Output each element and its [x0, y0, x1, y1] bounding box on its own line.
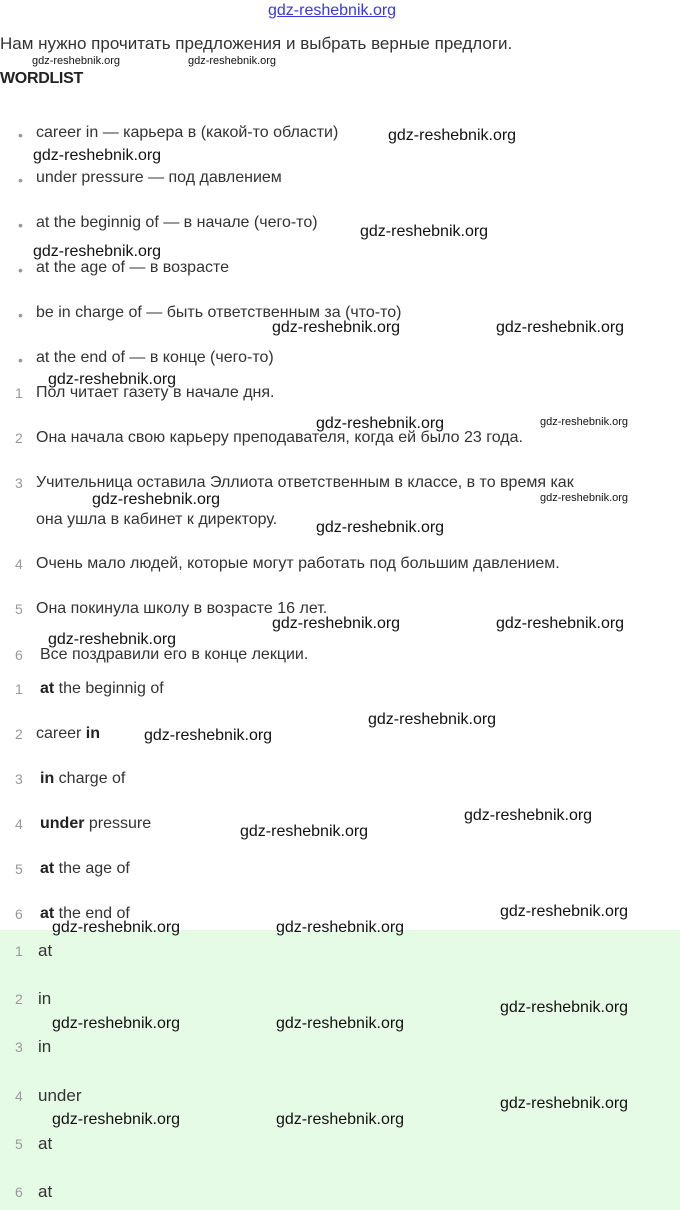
watermark: gdz-reshebnik.org: [316, 415, 445, 432]
answer-number: 5: [15, 861, 23, 877]
answer-preposition: in: [40, 770, 55, 787]
wordlist-item: at the age of — в возрасте: [36, 259, 230, 276]
wordlist-title: WORDLIST: [0, 70, 83, 87]
short-answer: in: [38, 1037, 52, 1056]
short-answer-number: 5: [15, 1136, 23, 1152]
bullet-icon: •: [18, 307, 23, 323]
watermark: gdz-reshebnik.org: [188, 55, 277, 67]
short-answer: at: [38, 941, 53, 960]
short-answer: under: [38, 1086, 82, 1105]
short-answer-number: 3: [15, 1039, 23, 1055]
short-answer: at: [38, 1182, 53, 1201]
sentence: Все поздравили его в конце лекции.: [40, 646, 309, 663]
watermark: gdz-reshebnik.org: [52, 1015, 181, 1032]
answer-preposition: at: [40, 905, 55, 922]
task-intro: Нам нужно прочитать предложения и выбрать верные предлоги.: [0, 34, 513, 53]
answer-post: charge of: [54, 770, 126, 787]
answer-item: [40, 680, 164, 698]
watermark: gdz-reshebnik.org: [276, 919, 405, 936]
watermark: gdz-reshebnik.org: [316, 519, 445, 536]
short-answers-panel: [0, 930, 680, 1210]
sentence-number: 2: [15, 430, 23, 446]
sentence-number: 6: [15, 647, 23, 663]
watermark: gdz-reshebnik.org: [48, 631, 177, 648]
watermark: gdz-reshebnik.org: [276, 1111, 405, 1128]
watermark: gdz-reshebnik.org: [500, 903, 629, 920]
bullet-icon: •: [18, 127, 23, 143]
watermark: gdz-reshebnik.org: [272, 319, 401, 336]
sentence-number: 4: [15, 556, 23, 572]
short-answer-number: 2: [15, 991, 23, 1007]
watermark: gdz-reshebnik.org: [500, 999, 629, 1016]
watermark: gdz-reshebnik.org: [464, 807, 593, 824]
wordlist-item: under pressure — под давлением: [36, 169, 282, 186]
wordlist-item: be in charge of — быть ответственным за (что-то): [36, 304, 402, 321]
watermark: gdz-reshebnik.org: [52, 1111, 181, 1128]
site-header-link[interactable]: gdz-reshebnik.org: [268, 2, 397, 19]
sentence: Пол читает газету в начале дня.: [36, 384, 275, 401]
answer-number: 4: [15, 816, 23, 832]
answer-preposition: at: [40, 860, 55, 877]
watermark: gdz-reshebnik.org: [496, 615, 625, 632]
sentence-line1: Учительница оставила Эллиота ответственным в классе, в то время как: [36, 474, 574, 491]
answer-preposition: in: [85, 725, 101, 742]
watermark: gdz-reshebnik.org: [500, 1095, 629, 1112]
answer-post: pressure: [84, 815, 152, 832]
bullet-icon: •: [18, 172, 23, 188]
wordlist-item: at the end of — в конце (чего-то): [36, 349, 274, 366]
sentence-number: 5: [15, 601, 23, 617]
bullet-icon: •: [18, 352, 23, 368]
answer-preposition: at: [40, 680, 55, 697]
answer-number: 1: [15, 681, 23, 697]
wordlist-item: career in — карьера в (какой-то области): [36, 124, 339, 141]
short-answer: at: [38, 1134, 53, 1153]
watermark: gdz-reshebnik.org: [276, 1015, 405, 1032]
wordlist-item: at the beginnig of — в начале (чего-то): [36, 214, 318, 231]
sentence-line2: она ушла в кабинет к директору.: [36, 511, 278, 528]
answer-number: 2: [15, 726, 23, 742]
short-answer-number: 6: [15, 1184, 23, 1200]
watermark: gdz-reshebnik.org: [368, 711, 497, 728]
answer-item: [40, 860, 130, 878]
answer-post: the end of: [54, 905, 130, 922]
bullet-icon: •: [18, 262, 23, 278]
watermark: gdz-reshebnik.org: [144, 727, 273, 744]
watermark: gdz-reshebnik.org: [496, 319, 625, 336]
sentence: Очень мало людей, которые могут работать под большим давлением.: [36, 555, 560, 572]
answer-item: [36, 725, 100, 743]
watermark: gdz-reshebnik.org: [388, 127, 517, 144]
short-answer: in: [38, 989, 52, 1008]
answer-post: the beginnig of: [54, 680, 164, 697]
bullet-icon: •: [18, 217, 23, 233]
short-answer-number: 1: [15, 943, 23, 959]
watermark: gdz-reshebnik.org: [92, 491, 221, 508]
watermark: gdz-reshebnik.org: [48, 371, 177, 388]
sentence: Она начала свою карьеру преподавателя, когда ей было 23 года.: [36, 429, 523, 446]
watermark: gdz-reshebnik.org: [540, 416, 629, 428]
answer-item: [40, 770, 125, 788]
answer-pre: career: [36, 725, 86, 742]
answer-number: 3: [15, 771, 23, 787]
watermark: gdz-reshebnik.org: [32, 55, 121, 67]
watermark: gdz-reshebnik.org: [33, 147, 162, 164]
answer-preposition: under: [40, 815, 85, 832]
watermark: gdz-reshebnik.org: [272, 615, 401, 632]
watermark: gdz-reshebnik.org: [240, 823, 369, 840]
sentence: Она покинула школу в возрасте 16 лет.: [36, 600, 328, 617]
answer-number: 6: [15, 906, 23, 922]
watermark: gdz-reshebnik.org: [540, 492, 629, 504]
answer-item: [40, 815, 151, 833]
sentence-number: 3: [15, 475, 23, 491]
watermark: gdz-reshebnik.org: [52, 919, 181, 936]
short-answer-number: 4: [15, 1088, 23, 1104]
answer-post: the age of: [54, 860, 130, 877]
sentence-number: 1: [15, 385, 23, 401]
watermark: gdz-reshebnik.org: [360, 223, 489, 240]
watermark: gdz-reshebnik.org: [33, 243, 162, 260]
